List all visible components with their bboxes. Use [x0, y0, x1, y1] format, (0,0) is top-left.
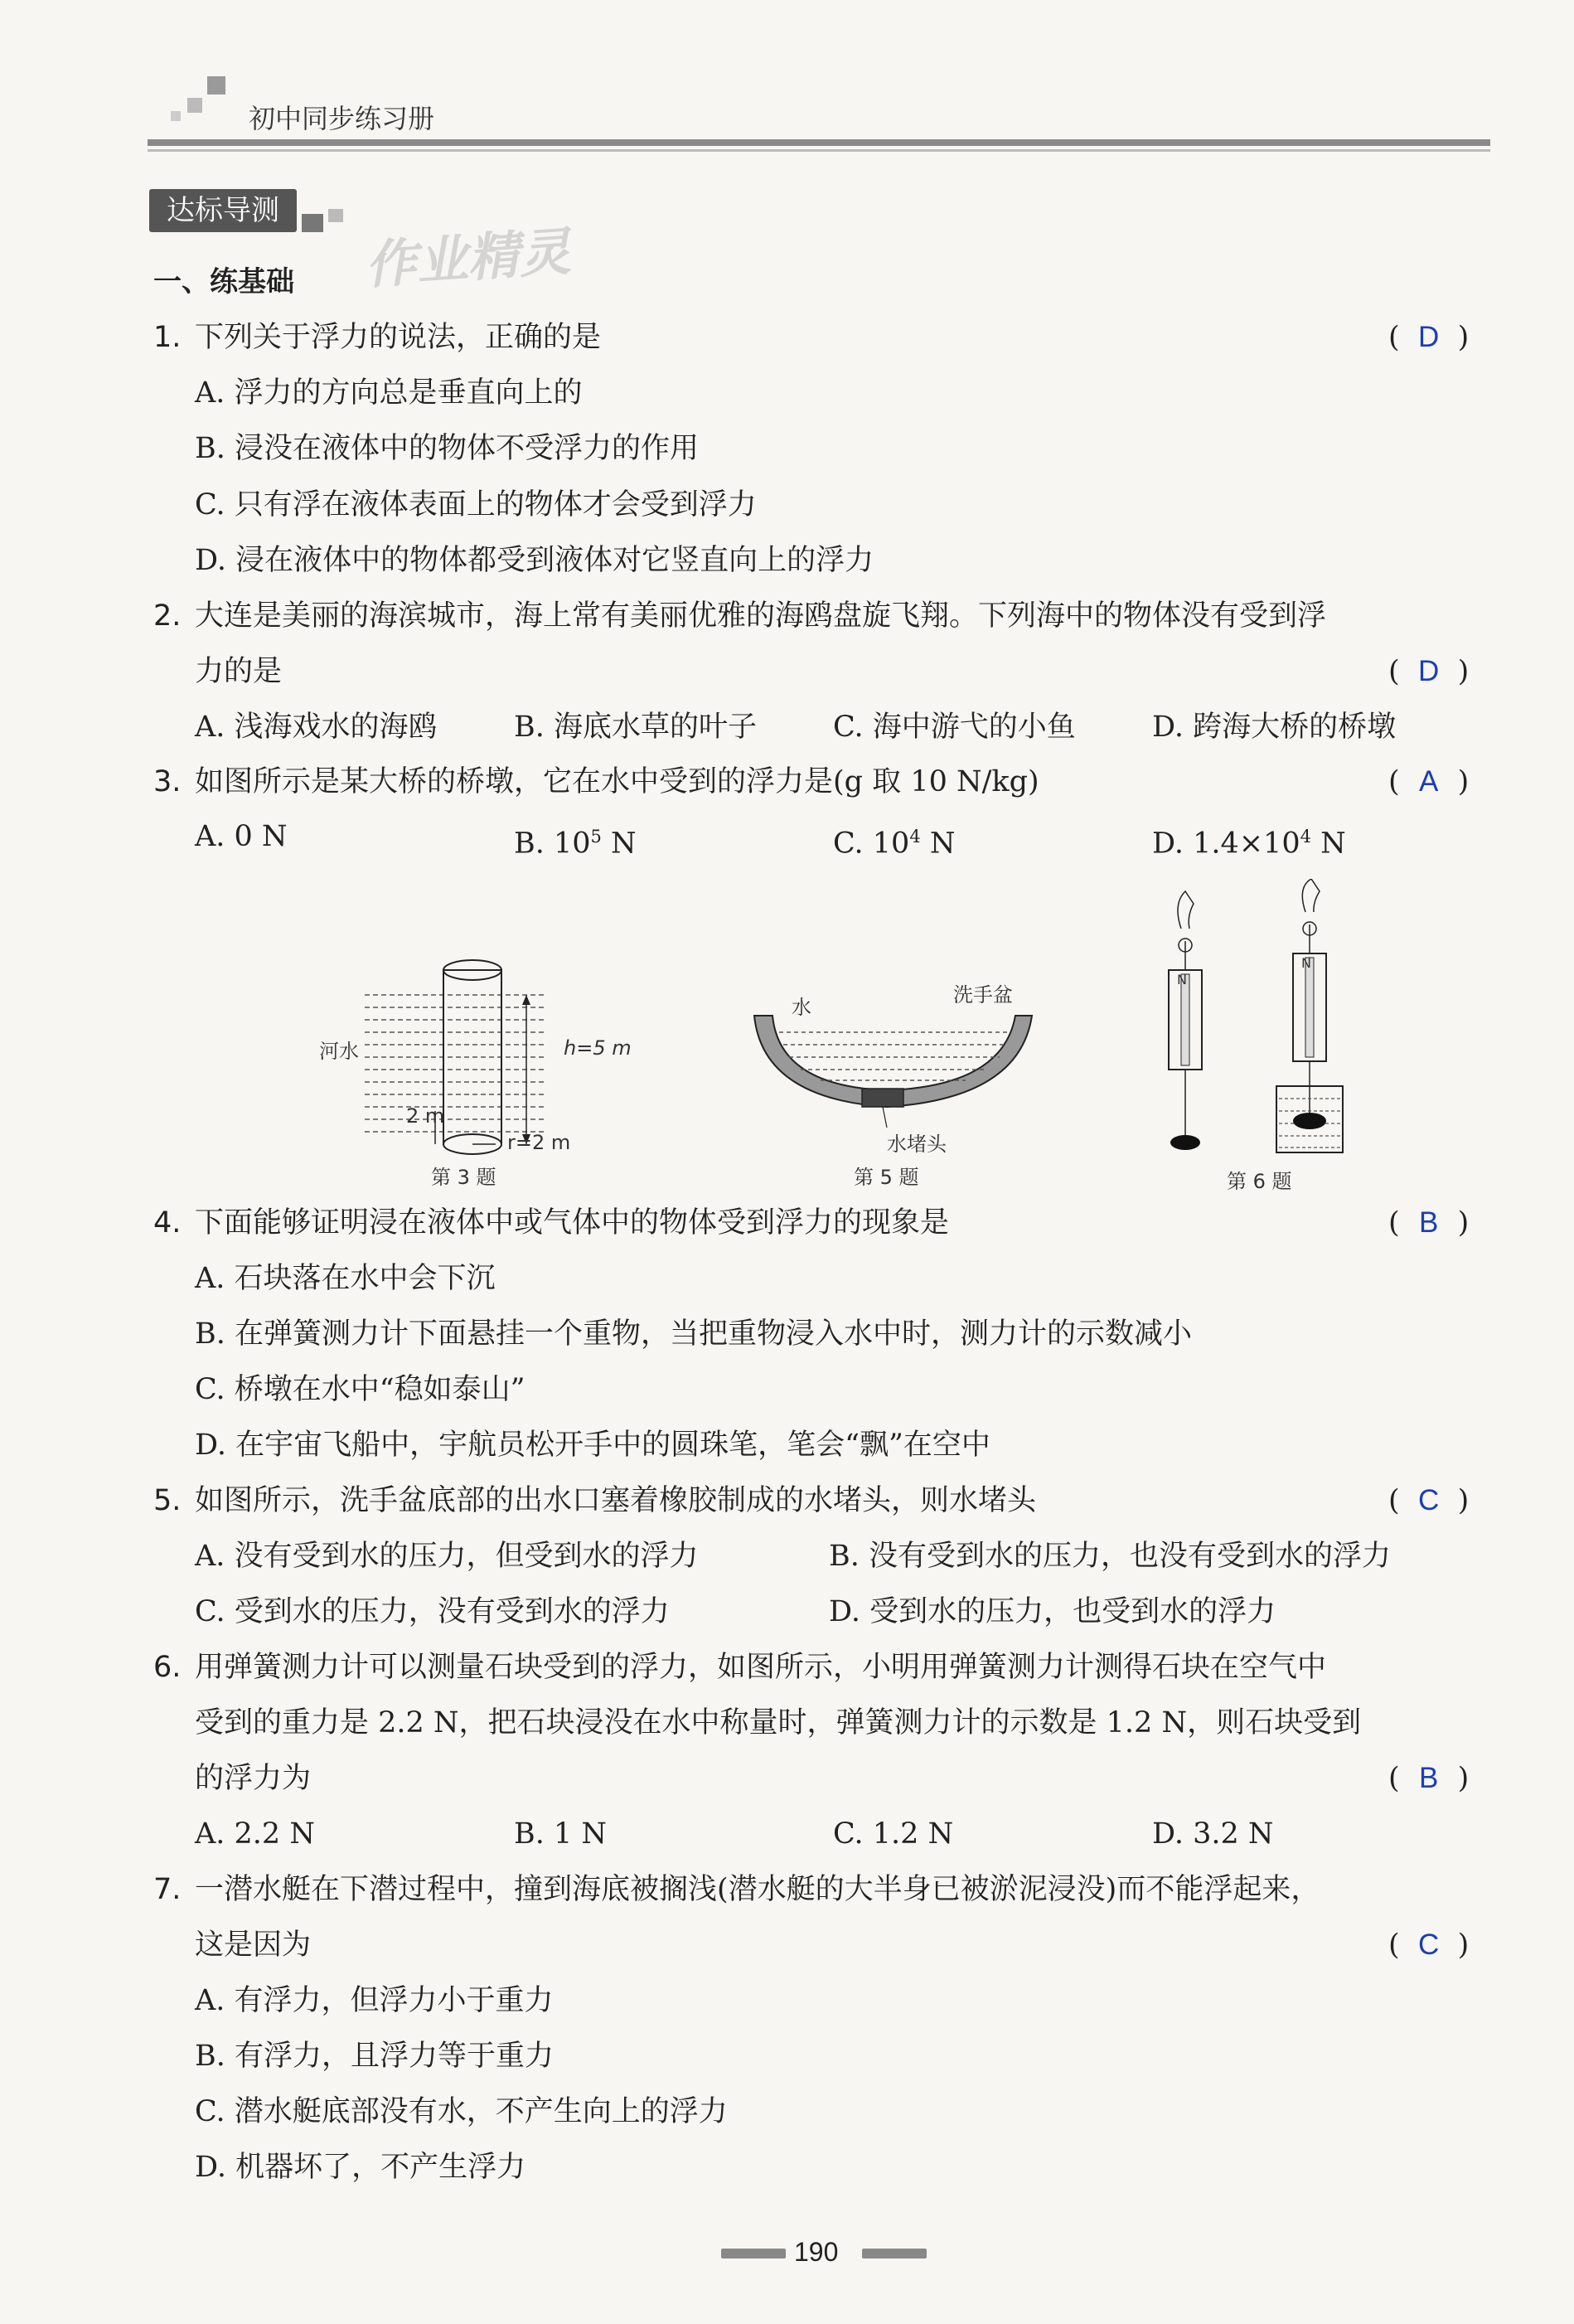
fig3-label-radius: r=2 m	[507, 1131, 571, 1154]
fig6-scale-unit-right: N	[1301, 955, 1311, 971]
watermark: 作业精灵	[363, 221, 573, 296]
q2-option-a: A. 浅海戏水的海鸥	[195, 711, 438, 744]
fig3-caption: 第 3 题	[431, 1166, 496, 1189]
q7-option-d: D. 机器坏了，不产生浮力	[195, 2151, 526, 2184]
answer-5: ( C )	[1388, 1484, 1470, 1517]
header-decoration	[171, 111, 181, 121]
q3-option-c: C. $10^4$ N	[833, 827, 956, 861]
fig3-label-river: 河水	[319, 1040, 359, 1063]
fig5-label-plug: 水堵头	[887, 1133, 947, 1156]
q6-option-d: D. 3.2 N	[1152, 1817, 1274, 1851]
subsection-heading: 一、练基础	[153, 265, 294, 298]
q1-option-b: B. 浸没在液体中的物体不受浮力的作用	[195, 432, 699, 465]
q1-option-d: D. 浸在液体中的物体都受到液体对它竖直向上的浮力	[195, 544, 874, 577]
section-badge: 达标导测	[149, 189, 297, 232]
q3-option-b: B. $10^5$ N	[514, 827, 637, 861]
q5-option-c: C. 受到水的压力，没有受到水的浮力	[195, 1595, 670, 1628]
fig5-caption: 第 5 题	[854, 1166, 919, 1189]
q1-option-a: A. 浮力的方向总是垂直向上的	[195, 376, 583, 410]
q6-option-c: C. 1.2 N	[833, 1817, 954, 1851]
q4-option-b: B. 在弹簧测力计下面悬挂一个重物，当把重物浸入水中时，测力计的示数减小	[195, 1317, 1192, 1351]
q2-option-b: B. 海底水草的叶子	[514, 711, 757, 744]
q5-option-a: A. 没有受到水的压力，但受到水的浮力	[195, 1540, 699, 1573]
answer-3: ( A )	[1388, 765, 1470, 798]
q7-option-a: A. 有浮力，但浮力小于重力	[195, 1984, 554, 2017]
question-5: 5. 如图所示，洗手盆底部的出水口塞着橡胶制成的水堵头，则水堵头	[153, 1484, 1037, 1517]
question-4: 4. 下面能够证明浸在液体中或气体中的物体受到浮力的现象是	[153, 1206, 950, 1240]
fig3-label-depth: 2 m	[406, 1104, 445, 1128]
q3-option-d: D. $1.4\times 10^4$ N	[1152, 827, 1346, 861]
figure-5-wash-basin	[746, 982, 1044, 1148]
header-rule	[148, 139, 1490, 146]
answer-7: ( C )	[1388, 1929, 1470, 1962]
answer-6: ( B )	[1388, 1762, 1470, 1795]
q2-option-c: C. 海中游弋的小鱼	[833, 711, 1076, 744]
q5-option-b: B. 没有受到水的压力，也没有受到水的浮力	[829, 1540, 1391, 1573]
answer-2: ( D )	[1388, 655, 1470, 688]
q6-option-a: A. 2.2 N	[195, 1817, 315, 1851]
q2-option-d: D. 跨海大桥的桥墩	[1152, 711, 1397, 744]
q7-option-c: C. 潜水艇底部没有水，不产生向上的浮力	[195, 2095, 728, 2128]
q7-stem-cont: 这是因为	[195, 1929, 312, 1962]
q2-stem-cont: 力的是	[195, 655, 283, 688]
header-title: 初中同步练习册	[249, 103, 435, 134]
q6-stem-cont2: 的浮力为	[195, 1762, 312, 1795]
q5-option-d: D. 受到水的压力，也受到水的浮力	[829, 1595, 1276, 1628]
answer-1: ( D )	[1388, 321, 1470, 354]
q4-option-a: A. 石块落在水中会下沉	[195, 1262, 496, 1295]
figure-6-spring-scales	[1136, 879, 1384, 1161]
question-3: 3. 如图所示是某大桥的桥墩，它在水中受到的浮力是(g 取 10 N/kg)	[153, 765, 1039, 798]
question-2: 2. 大连是美丽的海滨城市，海上常有美丽优雅的海鸥盘旋飞翔。下列海中的物体没有受到浮	[153, 599, 1327, 633]
fig5-label-water: 水	[792, 996, 811, 1019]
fig6-scale-unit-left: N	[1177, 972, 1187, 987]
question-1: 1. 下列关于浮力的说法，正确的是	[153, 321, 602, 354]
footer-bar-left	[721, 2249, 786, 2259]
header-decoration	[187, 98, 202, 113]
page-number: 190	[794, 2237, 839, 2267]
figure-3-bridge-pier	[307, 945, 655, 1194]
fig5-label-basin: 洗手盆	[953, 983, 1013, 1007]
answer-4: ( B )	[1388, 1206, 1470, 1240]
header-decoration	[207, 76, 225, 95]
header-rule-thin	[148, 149, 1490, 152]
q3-option-a: A. 0 N	[195, 820, 288, 853]
badge-decoration	[328, 209, 343, 222]
q7-option-b: B. 有浮力，且浮力等于重力	[195, 2040, 554, 2073]
q6-option-b: B. 1 N	[514, 1817, 607, 1851]
q4-option-d: D. 在宇宙飞船中，宇航员松开手中的圆珠笔，笔会“飘”在空中	[195, 1429, 990, 1462]
q6-stem-cont: 受到的重力是 2.2 N，把石块浸没在水中称量时，弹簧测力计的示数是 1.2 N，则石块受到	[195, 1706, 1362, 1739]
q1-option-c: C. 只有浮在液体表面上的物体才会受到浮力	[195, 488, 757, 522]
footer-bar-right	[862, 2249, 927, 2259]
badge-decoration	[302, 214, 323, 232]
question-6: 6. 用弹簧测力计可以测量石块受到的浮力，如图所示，小明用弹簧测力计测得石块在空气中	[153, 1651, 1327, 1684]
fig6-caption: 第 6 题	[1227, 1170, 1292, 1193]
question-7: 7. 一潜水艇在下潜过程中，撞到海底被搁浅(潜水艇的大半身已被淤泥浸没)而不能浮起来，	[153, 1873, 1320, 1906]
q4-option-c: C. 桥墩在水中“稳如泰山”	[195, 1373, 525, 1406]
fig3-label-height: h=5 m	[564, 1036, 632, 1060]
